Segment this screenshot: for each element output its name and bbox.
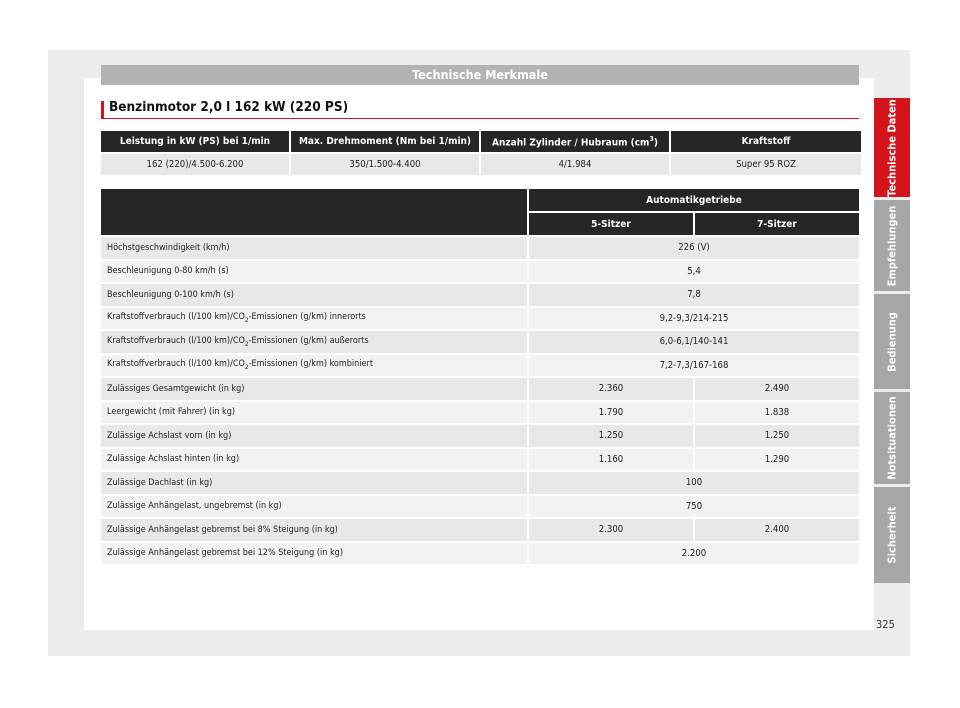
table-row	[101, 402, 859, 424]
perf-group-header-row	[101, 189, 859, 211]
row-label: Zulässige Anhängelast gebremst bei 12% Steigung (in kg)	[101, 543, 527, 565]
row-label: Zulässige Achslast vorn (in kg)	[101, 425, 527, 447]
engine-table-row	[101, 154, 861, 175]
table-row	[101, 519, 859, 541]
perf-header-5-seats: 5-Sitzer	[529, 213, 693, 235]
row-value-7-seats: 2.400	[695, 519, 859, 541]
table-row	[101, 472, 859, 494]
row-value-5-seats: 1.250	[529, 425, 693, 447]
row-value-7-seats: 1.838	[695, 402, 859, 424]
table-row	[101, 237, 859, 259]
tab-sicherheit[interactable]: Sicherheit	[874, 487, 910, 583]
table-row	[101, 449, 859, 471]
cell-torque: 350/1.500-4.400	[291, 154, 479, 175]
table-row	[101, 543, 859, 565]
tab-technische-daten[interactable]: Technische Daten	[874, 98, 910, 197]
row-value-7-seats: 1.250	[695, 425, 859, 447]
row-label: Zulässiges Gesamtgewicht (in kg)	[101, 378, 527, 400]
row-value-5-seats: 2.360	[529, 378, 693, 400]
table-row	[101, 425, 859, 447]
row-value-7-seats: 2.490	[695, 378, 859, 400]
table-row	[101, 355, 859, 377]
performance-table	[99, 187, 861, 566]
section-header: Technische Merkmale	[101, 65, 859, 85]
row-value: 7,8	[529, 284, 859, 306]
table-row	[101, 308, 859, 330]
row-label: Kraftstoffverbrauch (l/100 $km)/CO_2$-Emissionen (g/km) kombiniert	[101, 355, 527, 377]
tab-notsituationen[interactable]: Notsituationen	[874, 392, 910, 484]
row-value: 9,2-9,3/214-215	[529, 308, 859, 330]
row-label: Zulässige Anhängelast, ungebremst (in kg)	[101, 496, 527, 518]
title-accent-bar	[101, 101, 104, 119]
row-value-5-seats: 1.790	[529, 402, 693, 424]
title-rule	[101, 118, 859, 119]
page-title: Benzinmotor 2,0 l 162 kW (220 PS)	[109, 99, 349, 115]
cell-fuel: Super 95 ROZ	[671, 154, 861, 175]
row-label: Zulässige Achslast hinten (in kg)	[101, 449, 527, 471]
engine-table	[99, 129, 863, 177]
engine-table-header-row	[101, 131, 861, 152]
header-cylinders: Anzahl Zylinder / Hubraum $(cm^3)$	[481, 131, 669, 152]
header-power: Leistung in kW (PS) bei 1/min	[101, 131, 289, 152]
row-label: Zulässige Anhängelast gebremst bei 8% Steigung (in kg)	[101, 519, 527, 541]
table-row	[101, 331, 859, 353]
row-value: 226 (V)	[529, 237, 859, 259]
row-label: Kraftstoffverbrauch (l/100 $km)/CO_2$-Emissionen (g/km) innerorts	[101, 308, 527, 330]
tab-empfehlungen[interactable]: Empfehlungen	[874, 200, 910, 291]
row-value: 750	[529, 496, 859, 518]
row-value-5-seats: 1.160	[529, 449, 693, 471]
table-row	[101, 284, 859, 306]
perf-header-blank	[101, 189, 527, 235]
header-fuel: Kraftstoff	[671, 131, 861, 152]
table-row	[101, 261, 859, 283]
row-label: Zulässige Dachlast (in kg)	[101, 472, 527, 494]
header-torque: Max. Drehmoment (Nm bei 1/min)	[291, 131, 479, 152]
row-value-5-seats: 2.300	[529, 519, 693, 541]
row-value: 7,2-7,3/167-168	[529, 355, 859, 377]
row-value: 6,0-6,1/140-141	[529, 331, 859, 353]
row-label: Kraftstoffverbrauch (l/100 $km)/CO_2$-Emissionen (g/km) außerorts	[101, 331, 527, 353]
row-label: Beschleunigung 0-80 km/h (s)	[101, 261, 527, 283]
row-label: Höchstgeschwindigkeit (km/h)	[101, 237, 527, 259]
row-value: 5,4	[529, 261, 859, 283]
table-row	[101, 378, 859, 400]
table-row	[101, 496, 859, 518]
row-value: 2.200	[529, 543, 859, 565]
row-value-7-seats: 1.290	[695, 449, 859, 471]
row-value: 100	[529, 472, 859, 494]
page-number: 325	[876, 618, 895, 631]
row-label: Leergewicht (mit Fahrer) (in kg)	[101, 402, 527, 424]
tab-bedienung[interactable]: Bedienung	[874, 294, 910, 389]
row-label: Beschleunigung 0-100 km/h (s)	[101, 284, 527, 306]
perf-header-7-seats: 7-Sitzer	[695, 213, 859, 235]
perf-group-header: Automatikgetriebe	[529, 189, 859, 211]
cell-cylinders: 4/1.984	[481, 154, 669, 175]
cell-power: 162 (220)/4.500-6.200	[101, 154, 289, 175]
